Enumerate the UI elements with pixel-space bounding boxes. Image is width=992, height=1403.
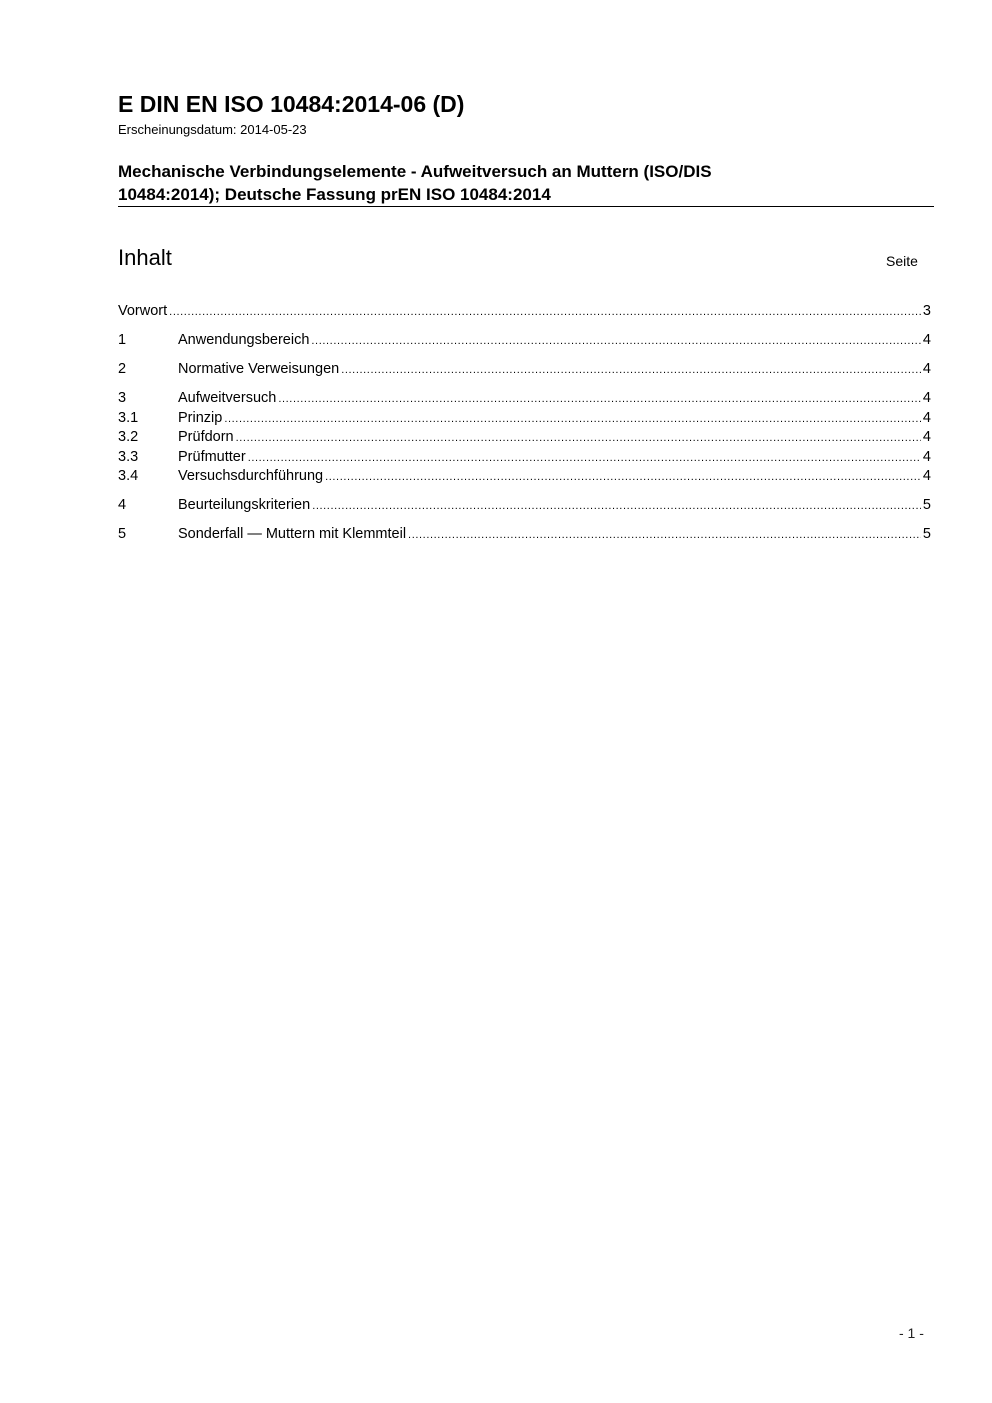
toc-entry-page: 3 [922, 303, 931, 319]
toc-entry-number: 1 [118, 332, 127, 348]
toc-dot-leader [224, 410, 921, 430]
toc-entry-text: Versuchsdurchführung [178, 468, 324, 484]
header-divider [118, 206, 934, 207]
toc-entry-number: 3 [118, 390, 127, 406]
toc-entry-number: 4 [118, 497, 127, 513]
toc-entry-vorwort[interactable] [118, 302, 931, 322]
table-of-contents [118, 302, 931, 545]
toc-entry-page: 4 [922, 390, 931, 406]
toc-entry-page: 4 [922, 468, 931, 484]
document-title: E DIN EN ISO 10484:2014-06 (D) [118, 91, 465, 117]
page-number: - 1 - [899, 1325, 924, 1341]
toc-entry-page: 4 [922, 332, 931, 348]
toc-entry-5[interactable] [118, 525, 931, 545]
toc-entry-page: 5 [922, 526, 931, 542]
toc-entry-page: 4 [922, 429, 931, 445]
toc-entry-number: 3.1 [118, 409, 139, 426]
publication-date: Erscheinungsdatum: 2014-05-23 [118, 122, 307, 137]
subtitle-line-1: Mechanische Verbindungselemente - Aufweitversuch an Muttern (ISO/DIS [118, 162, 712, 181]
toc-entry-text: Prüfdorn [178, 429, 234, 445]
toc-entry-3-2[interactable] [118, 428, 931, 448]
toc-dot-leader [236, 429, 921, 449]
toc-heading: Inhalt [118, 245, 172, 270]
subtitle-line-2: 10484:2014); Deutsche Fassung prEN ISO 10484:2014 [118, 185, 551, 204]
toc-entry-3-4[interactable] [118, 467, 931, 487]
toc-entry-text: Anwendungsbereich [178, 332, 310, 348]
toc-entry-number: 5 [118, 526, 127, 542]
toc-dot-leader [408, 526, 921, 546]
toc-entry-3-1[interactable] [118, 409, 931, 429]
toc-entry-page: 5 [922, 497, 931, 513]
toc-dot-leader [248, 449, 921, 469]
toc-page-column-label: Seite [886, 253, 918, 269]
toc-entry-text: Aufweitversuch [178, 390, 277, 406]
toc-dot-leader [325, 468, 921, 488]
toc-dot-leader [341, 361, 921, 381]
toc-entry-3[interactable] [118, 389, 931, 409]
toc-entry-text: Vorwort [118, 303, 168, 319]
toc-entry-2[interactable] [118, 360, 931, 380]
toc-dot-leader [169, 303, 921, 323]
document-subtitle [118, 160, 918, 206]
toc-entry-text: Sonderfall — Muttern mit Klemmteil [178, 526, 407, 542]
toc-entry-page: 4 [922, 448, 931, 465]
toc-entry-number: 2 [118, 361, 127, 377]
toc-entry-text: Prinzip [178, 409, 223, 426]
toc-entry-number: 3.4 [118, 468, 139, 484]
toc-entry-3-3[interactable] [118, 448, 931, 468]
toc-entry-text: Normative Verweisungen [178, 361, 340, 377]
toc-dot-leader [311, 332, 921, 352]
toc-entry-number: 3.3 [118, 448, 139, 465]
toc-entry-number: 3.2 [118, 429, 139, 445]
toc-entry-text: Beurteilungskriterien [178, 497, 311, 513]
toc-dot-leader [312, 497, 921, 517]
toc-entry-4[interactable] [118, 496, 931, 516]
toc-entry-text: Prüfmutter [178, 448, 246, 465]
toc-entry-page: 4 [922, 409, 931, 426]
toc-dot-leader [278, 390, 921, 410]
toc-entry-page: 4 [922, 361, 931, 377]
toc-entry-1[interactable] [118, 331, 931, 351]
